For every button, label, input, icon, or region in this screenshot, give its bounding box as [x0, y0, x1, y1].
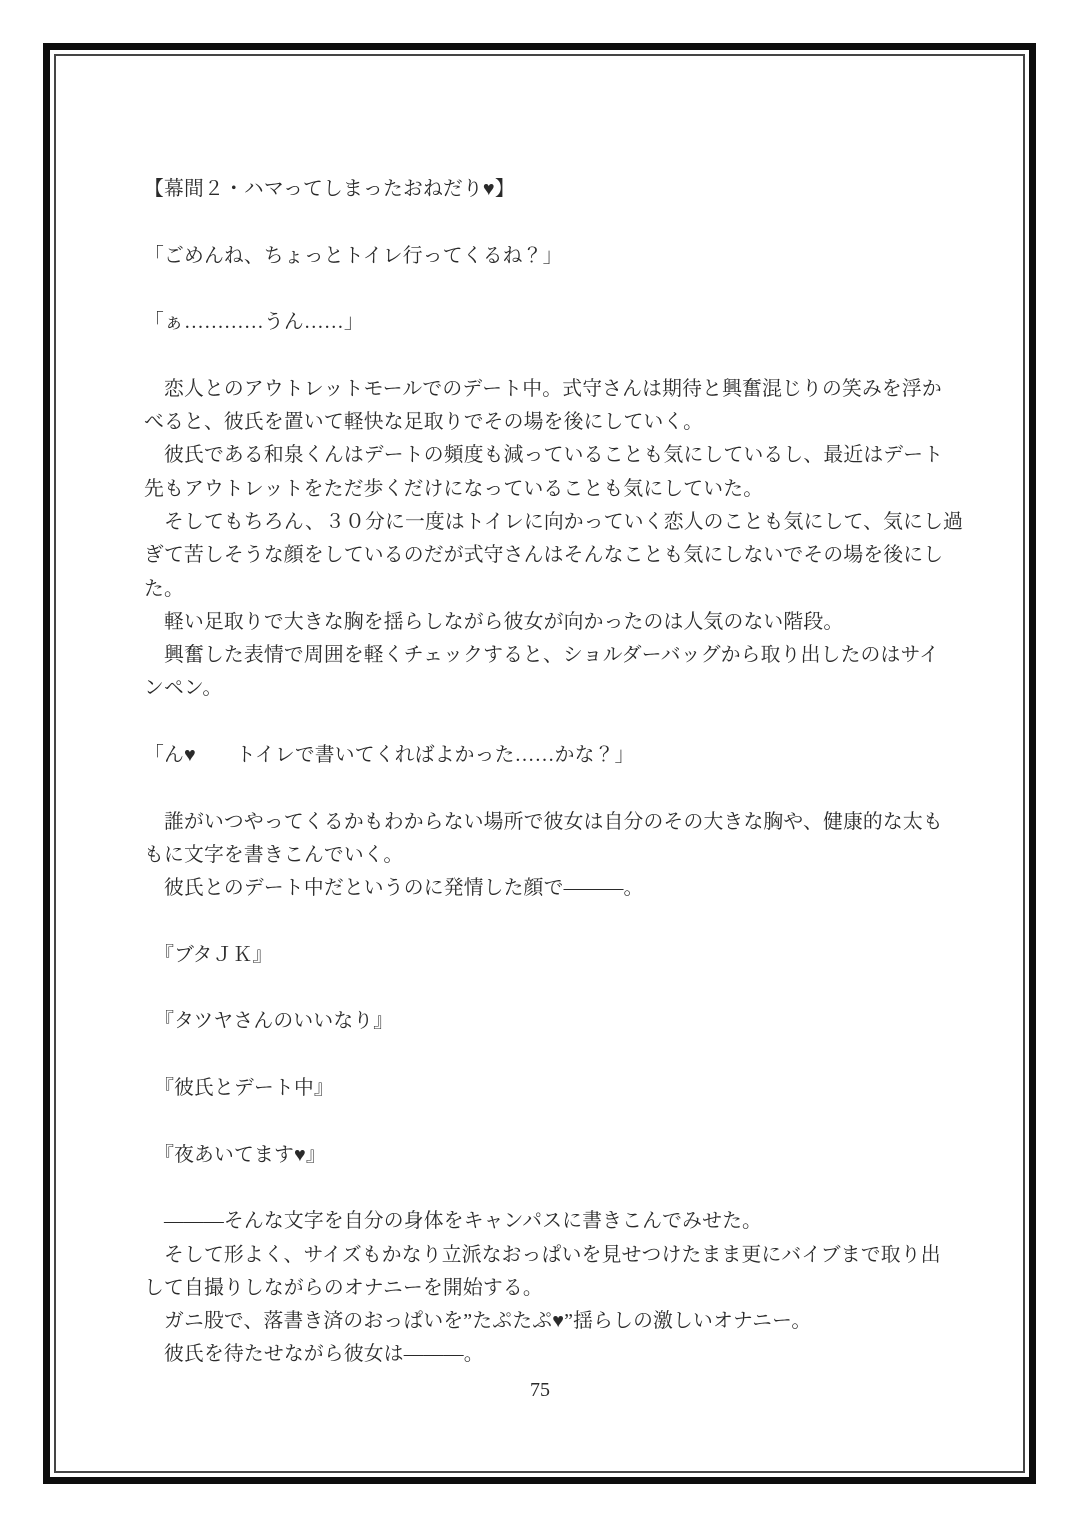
blank-line: [144, 706, 974, 739]
blank-line: [144, 1172, 974, 1205]
blank-line: [144, 273, 974, 306]
blank-line: [144, 339, 974, 372]
blank-line: [144, 906, 974, 939]
blank-line: [144, 972, 974, 1005]
narration-line: べると、彼氏を置いて軽快な足取りでその場を後にしていく。: [144, 411, 704, 434]
narration-line: そしてもちろん、３０分に一度はトイレに向かっていく恋人のことも気にして、気にし過: [144, 510, 964, 533]
narration-line: 彼氏を待たせながら彼女は―――。: [144, 1343, 484, 1366]
narration-line: ―――そんな文字を自分の身体をキャンパスに書きこんでみせた。: [144, 1210, 763, 1233]
narration-line: 恋人とのアウトレットモールでのデート中。式守さんは期待と興奮混じりの笑みを浮か: [144, 377, 942, 400]
narration-line: 軽い足取りで大きな胸を揺らしながら彼女が向かったのは人気のない階段。: [144, 610, 844, 633]
narration-line: 彼氏である和泉くんはデートの頻度も減っていることも気にしているし、最近はデート: [144, 444, 944, 467]
narration-line: ガニ股で、落書き済のおっぱいを”たぷたぷ♥”揺らしの激しいオナニー。: [144, 1310, 812, 1333]
chapter-title-line: 【幕間２・ハマってしまったおねだり♥】: [144, 178, 515, 200]
body-writing-line: 『彼氏とデート中』: [144, 1077, 334, 1100]
page-number: 75: [530, 1379, 550, 1401]
body-text: [144, 173, 974, 1372]
narration-line: もに文字を書きこんでいく。: [144, 843, 404, 866]
dialogue-line: 「ぁ…………うん……」: [144, 311, 364, 334]
blank-line: [144, 206, 974, 239]
body-writing-line: 『タツヤさんのいいなり』: [144, 1010, 394, 1033]
narration-line: 彼氏とのデート中だというのに発情した顔で―――。: [144, 877, 644, 900]
body-writing-line: 『夜あいてます♥』: [144, 1143, 326, 1166]
blank-line: [144, 1105, 974, 1138]
narration-line: そして形よく、サイズもかなり立派なおっぱいを見せつけたまま更にバイブまで取り出: [144, 1243, 941, 1266]
narration-line: 興奮した表情で周囲を軽くチェックすると、ショルダーバッグから取り出したのはサイ: [144, 644, 940, 667]
dialogue-line: 「ん♥ トイレで書いてくればよかった……かな？」: [144, 744, 635, 767]
narration-line: ぎて苦しそうな顔をしているのだが式守さんはそんなことも気にしないでその場を後にし: [144, 544, 944, 567]
narration-line: 先もアウトレットをただ歩くだけになっていることも気にしていた。: [144, 477, 764, 500]
blank-line: [144, 1039, 974, 1072]
body-writing-line: 『ブタＪＫ』: [144, 943, 273, 966]
narration-line: た。: [144, 577, 184, 600]
narration-line: 誰がいつやってくるかもわからない場所で彼女は自分のその大きな胸や、健康的な太も: [144, 810, 943, 833]
narration-line: ンペン。: [144, 677, 223, 700]
narration-line: して自撮りしながらのオナニーを開始する。: [144, 1276, 543, 1299]
dialogue-line: 「ごめんね、ちょっとトイレ行ってくるね？」: [144, 244, 563, 267]
blank-line: [144, 772, 974, 805]
